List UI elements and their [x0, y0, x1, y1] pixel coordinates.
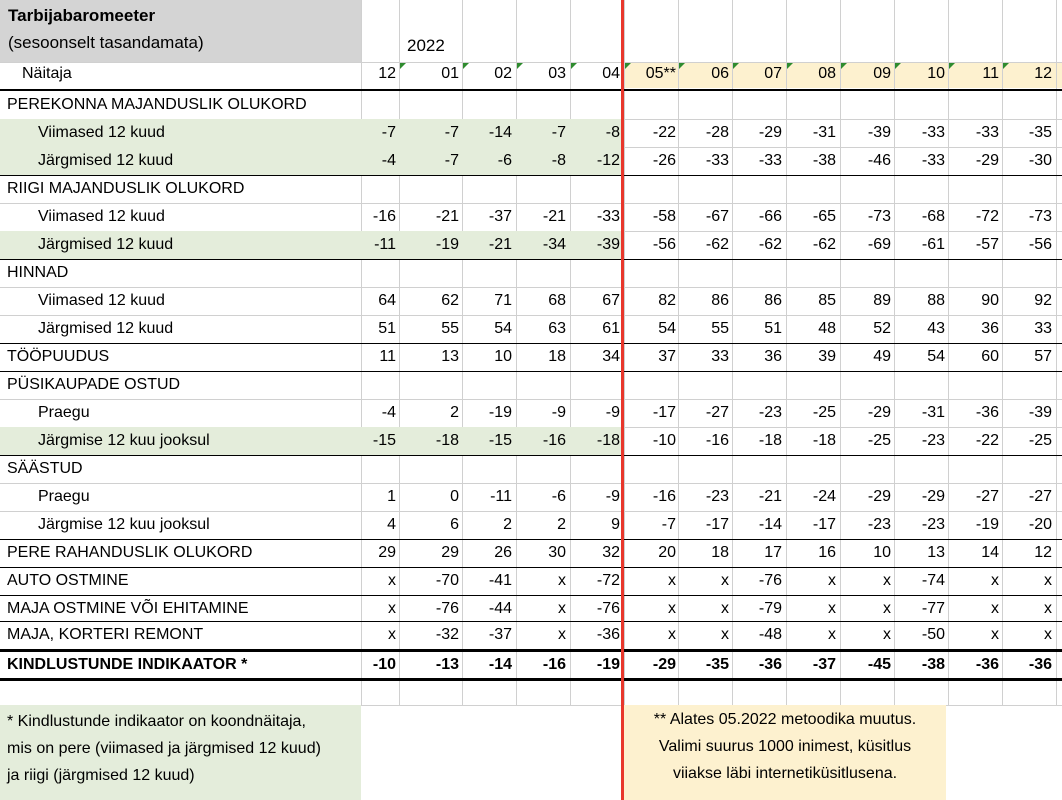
cell-value[interactable]: -77	[921, 600, 945, 617]
cell-value[interactable]: -26	[652, 152, 676, 169]
row-label[interactable]: HINNAD	[7, 264, 69, 281]
month-header[interactable]: 05**	[645, 65, 676, 82]
table-row	[0, 231, 1062, 259]
cell-value[interactable]: 13	[441, 348, 459, 365]
cell-value[interactable]: -27	[705, 404, 729, 421]
cell-value[interactable]: 17	[764, 544, 782, 561]
cell-value[interactable]: 11	[379, 348, 396, 365]
table-row	[0, 119, 1062, 147]
month-header[interactable]: 02	[494, 65, 512, 82]
cell-value[interactable]: -45	[867, 656, 891, 673]
cell-value[interactable]: -65	[812, 208, 836, 225]
cell-value[interactable]: 29	[441, 544, 459, 561]
cell-value[interactable]: -17	[705, 516, 729, 533]
row-label[interactable]: Viimased 12 kuud	[38, 124, 165, 141]
cell-value[interactable]: x	[721, 600, 729, 617]
cell-value[interactable]: -18	[812, 432, 836, 449]
comment-marker-icon	[895, 63, 901, 69]
cell-value[interactable]: 10	[494, 348, 512, 365]
comment-marker-icon	[787, 63, 793, 69]
cell-value[interactable]: 67	[602, 292, 620, 309]
cell-value[interactable]: 54	[927, 348, 945, 365]
cell-value[interactable]: x	[883, 626, 891, 643]
cell-value[interactable]: 33	[711, 348, 729, 365]
cell-value[interactable]: -23	[758, 404, 782, 421]
cell-value[interactable]: 39	[818, 348, 836, 365]
cell-value[interactable]: -27	[1028, 488, 1052, 505]
cell-value[interactable]: 63	[548, 320, 566, 337]
cell-value[interactable]: -9	[605, 488, 620, 505]
cell-value[interactable]: -19	[596, 656, 620, 673]
cell-value[interactable]: 18	[711, 544, 729, 561]
note-left-line: * Kindlustunde indikaator on koondnäitaja,	[7, 713, 306, 730]
cell-value[interactable]: -36	[975, 404, 999, 421]
cell-value[interactable]: -44	[488, 600, 512, 617]
cell-value[interactable]: 71	[494, 292, 512, 309]
cell-value[interactable]: -57	[975, 236, 999, 253]
cell-value[interactable]: -7	[381, 124, 396, 141]
cell-value[interactable]: -29	[867, 488, 891, 505]
table-row	[0, 621, 1062, 651]
cell-value[interactable]: -8	[551, 152, 566, 169]
cell-value[interactable]: 0	[450, 488, 459, 505]
cell-value[interactable]: -29	[758, 124, 782, 141]
table-row	[0, 455, 1062, 483]
cell-value[interactable]: -61	[921, 236, 945, 253]
table-row	[0, 91, 1062, 119]
cell-value[interactable]: -73	[867, 208, 891, 225]
cell-value[interactable]: -7	[661, 516, 676, 533]
note-right-line: viiakse läbi internetiküsitlusena.	[672, 765, 898, 782]
cell-value[interactable]: x	[828, 600, 836, 617]
cell-value[interactable]: 13	[927, 544, 945, 561]
row-label[interactable]: Järgmised 12 kuud	[38, 236, 174, 253]
cell-value[interactable]: 64	[378, 292, 396, 309]
cell-value[interactable]: 92	[1034, 292, 1052, 309]
comment-marker-icon	[400, 63, 406, 69]
cell-value[interactable]: -9	[605, 404, 620, 421]
cell-value[interactable]: 29	[378, 544, 396, 561]
cell-value[interactable]: -16	[652, 488, 676, 505]
month-header[interactable]: 07	[764, 65, 782, 82]
cell-value[interactable]: -66	[758, 208, 782, 225]
cell-value[interactable]: -76	[758, 572, 782, 589]
cell-value[interactable]: -62	[705, 236, 729, 253]
cell-value[interactable]: -28	[705, 124, 729, 141]
cell-value[interactable]: 86	[711, 292, 729, 309]
row-label[interactable]: Järgmised 12 kuud	[38, 152, 174, 169]
month-header[interactable]: 01	[441, 65, 459, 82]
cell-value[interactable]: 54	[658, 320, 676, 337]
cell-value[interactable]: -33	[596, 208, 620, 225]
table-row	[0, 595, 1062, 621]
cell-value[interactable]: x	[558, 600, 566, 617]
comment-marker-icon	[1003, 63, 1009, 69]
cell-value[interactable]: 36	[981, 320, 999, 337]
cell-value[interactable]: 55	[441, 320, 459, 337]
cell-value[interactable]: 86	[764, 292, 782, 309]
cell-value[interactable]: -37	[488, 208, 512, 225]
month-header[interactable]: 11	[982, 65, 999, 82]
cell-value[interactable]: -68	[921, 208, 945, 225]
cell-value[interactable]: 18	[548, 348, 566, 365]
cell-value[interactable]: -12	[596, 152, 620, 169]
cell-value[interactable]: -35	[1028, 124, 1052, 141]
cell-value[interactable]: -36	[1028, 656, 1052, 673]
cell-value[interactable]: 48	[818, 320, 836, 337]
table-row	[0, 287, 1062, 315]
cell-value[interactable]: 6	[450, 516, 459, 533]
note-indicator[interactable]	[0, 705, 361, 800]
cell-value[interactable]: x	[991, 572, 999, 589]
cell-value[interactable]: x	[388, 572, 396, 589]
cell-value[interactable]: -39	[867, 124, 891, 141]
cell-value[interactable]: x	[721, 626, 729, 643]
cell-value[interactable]: -33	[758, 152, 782, 169]
cell-value[interactable]: -31	[921, 404, 945, 421]
row-label[interactable]: AUTO OSTMINE	[7, 572, 129, 589]
cell-value[interactable]: x	[828, 572, 836, 589]
cell-value[interactable]: 2	[557, 516, 566, 533]
cell-value[interactable]: x	[388, 626, 396, 643]
cell-value[interactable]: x	[991, 626, 999, 643]
cell-value[interactable]: 61	[602, 320, 620, 337]
cell-value[interactable]: -50	[921, 626, 945, 643]
indicator-header: Näitaja	[22, 65, 72, 82]
comment-marker-icon	[517, 63, 523, 69]
cell-value[interactable]: 68	[548, 292, 566, 309]
cell-value[interactable]: -30	[1028, 152, 1052, 169]
cell-value[interactable]: -73	[1028, 208, 1052, 225]
cell-value[interactable]: x	[668, 572, 676, 589]
row-label[interactable]: PEREKONNA MAJANDUSLIK OLUKORD	[7, 96, 307, 113]
cell-value[interactable]: x	[558, 626, 566, 643]
cell-value[interactable]: x	[668, 626, 676, 643]
row-label[interactable]: PÜSIKAUPADE OSTUD	[7, 376, 181, 393]
cell-value[interactable]: 89	[873, 292, 891, 309]
cell-value[interactable]: -32	[435, 626, 459, 643]
row-label[interactable]: TÖÖPUUDUS	[7, 348, 110, 365]
cell-value[interactable]: -19	[975, 516, 999, 533]
cell-value[interactable]: 2	[503, 516, 512, 533]
cell-value[interactable]: -21	[435, 208, 459, 225]
row-label[interactable]: KINDLUSTUNDE INDIKAATOR *	[7, 656, 248, 673]
cell-value[interactable]: 90	[981, 292, 999, 309]
cell-value[interactable]: 52	[873, 320, 891, 337]
cell-value[interactable]: -36	[758, 656, 782, 673]
cell-value[interactable]: -33	[975, 124, 999, 141]
month-header[interactable]: 04	[602, 65, 620, 82]
cell-value[interactable]: -11	[374, 236, 396, 253]
cell-value[interactable]: -29	[921, 488, 945, 505]
cell-value[interactable]: -67	[705, 208, 729, 225]
cell-value[interactable]: 34	[602, 348, 620, 365]
year-label: 2022	[407, 36, 445, 55]
cell-value[interactable]: -76	[435, 600, 459, 617]
cell-value[interactable]: -70	[435, 572, 459, 589]
cell-value[interactable]: 43	[927, 320, 945, 337]
cell-value[interactable]: -23	[867, 516, 891, 533]
cell-value[interactable]: -17	[652, 404, 676, 421]
cell-value[interactable]: -18	[758, 432, 782, 449]
cell-value[interactable]: 55	[711, 320, 729, 337]
cell-value[interactable]: -56	[652, 236, 676, 253]
method-change-line	[621, 0, 624, 800]
cell-value[interactable]: 85	[818, 292, 836, 309]
row-gridline	[0, 62, 1062, 63]
cell-value[interactable]: 49	[873, 348, 891, 365]
cell-value[interactable]: -20	[1028, 516, 1052, 533]
cell-value[interactable]: -4	[381, 404, 396, 421]
comment-marker-icon	[949, 63, 955, 69]
cell-value[interactable]: -7	[444, 152, 459, 169]
cell-value[interactable]: 4	[387, 516, 396, 533]
cell-value[interactable]: x	[828, 626, 836, 643]
cell-value[interactable]: x	[558, 572, 566, 589]
cell-value[interactable]: 37	[658, 348, 676, 365]
table-row	[0, 567, 1062, 595]
cell-value[interactable]: 36	[764, 348, 782, 365]
cell-value[interactable]: 20	[658, 544, 676, 561]
cell-value[interactable]: -72	[596, 572, 620, 589]
cell-value[interactable]: -33	[921, 152, 945, 169]
month-header[interactable]: 03	[548, 65, 566, 82]
comment-marker-icon	[841, 63, 847, 69]
cell-value[interactable]: 32	[602, 544, 620, 561]
cell-value[interactable]: 33	[1034, 320, 1052, 337]
cell-value[interactable]: -46	[867, 152, 891, 169]
cell-value[interactable]: -15	[372, 432, 396, 449]
table-row	[0, 315, 1062, 343]
cell-value[interactable]: -39	[1028, 404, 1052, 421]
row-label[interactable]: Järgmise 12 kuu jooksul	[38, 432, 210, 449]
cell-value[interactable]: -74	[921, 572, 945, 589]
row-label[interactable]: Järgmised 12 kuud	[38, 320, 174, 337]
cell-value[interactable]: -8	[605, 124, 620, 141]
table-row	[0, 371, 1062, 399]
row-label[interactable]: SÄÄSTUD	[7, 460, 83, 477]
cell-value[interactable]: 26	[494, 544, 512, 561]
row-label[interactable]: Järgmise 12 kuu jooksul	[38, 516, 210, 533]
note-method[interactable]	[624, 705, 946, 800]
note-right-line: Valimi suurus 1000 inimest, küsitlus	[658, 738, 912, 755]
cell-value[interactable]: -23	[921, 432, 945, 449]
cell-value[interactable]: -6	[551, 488, 566, 505]
note-left-line: mis on pere (viimased ja järgmised 12 kuud)	[7, 740, 321, 757]
cell-value[interactable]: -10	[372, 656, 396, 673]
table-row	[0, 203, 1062, 231]
cell-value[interactable]: -31	[812, 124, 836, 141]
cell-value[interactable]: 82	[658, 292, 676, 309]
cell-value[interactable]: -39	[596, 236, 620, 253]
cell-value[interactable]: x	[668, 600, 676, 617]
table-row	[0, 539, 1062, 567]
cell-value[interactable]: -4	[381, 152, 396, 169]
table-row	[0, 399, 1062, 427]
cell-value[interactable]: -13	[435, 656, 459, 673]
cell-value[interactable]: -56	[1028, 236, 1052, 253]
cell-value[interactable]: -14	[758, 516, 782, 533]
cell-value[interactable]: -21	[488, 236, 512, 253]
cell-value[interactable]: -24	[812, 488, 836, 505]
month-header[interactable]: 12	[378, 65, 396, 82]
cell-value[interactable]: 60	[981, 348, 999, 365]
cell-value[interactable]: x	[1044, 626, 1052, 643]
cell-value[interactable]: 88	[927, 292, 945, 309]
sheet-subtitle: (sesoonselt tasandamata)	[8, 33, 204, 52]
cell-value[interactable]: -76	[596, 600, 620, 617]
cell-value[interactable]: -62	[812, 236, 836, 253]
cell-value[interactable]: -7	[444, 124, 459, 141]
cell-value[interactable]: -21	[758, 488, 782, 505]
cell-value[interactable]: x	[721, 572, 729, 589]
cell-value[interactable]: 62	[441, 292, 459, 309]
table-row	[0, 427, 1062, 455]
comment-marker-icon	[625, 63, 631, 69]
row-label[interactable]: PERE RAHANDUSLIK OLUKORD	[7, 544, 253, 561]
cell-value[interactable]: -23	[705, 488, 729, 505]
cell-value[interactable]: x	[1044, 572, 1052, 589]
cell-value[interactable]: -21	[542, 208, 566, 225]
table-row	[0, 175, 1062, 203]
cell-value[interactable]: 57	[1034, 348, 1052, 365]
cell-value[interactable]: -6	[497, 152, 512, 169]
cell-value[interactable]: x	[1044, 600, 1052, 617]
cell-value[interactable]: -33	[705, 152, 729, 169]
cell-value[interactable]: 30	[548, 544, 566, 561]
cell-value[interactable]: -79	[758, 600, 782, 617]
cell-value[interactable]: -37	[812, 656, 836, 673]
cell-value[interactable]: 12	[1034, 544, 1052, 561]
cell-value[interactable]: -19	[488, 404, 512, 421]
cell-value[interactable]: -11	[490, 488, 512, 505]
note-right-line: ** Alates 05.2022 metoodika muutus.	[653, 711, 917, 728]
sheet-title: Tarbijabaromeeter	[8, 6, 156, 25]
cell-value[interactable]: -9	[551, 404, 566, 421]
cell-value[interactable]: -22	[652, 124, 676, 141]
cell-value[interactable]: -10	[652, 432, 676, 449]
note-left-line: ja riigi (järgmised 12 kuud)	[7, 767, 195, 784]
cell-value[interactable]: 16	[818, 544, 836, 561]
month-header[interactable]: 09	[873, 65, 891, 82]
cell-value[interactable]: -18	[435, 432, 459, 449]
cell-value[interactable]: -22	[975, 432, 999, 449]
cell-value[interactable]: -36	[975, 656, 999, 673]
cell-value[interactable]: -29	[867, 404, 891, 421]
cell-value[interactable]: -58	[652, 208, 676, 225]
cell-value[interactable]: -16	[542, 656, 566, 673]
row-label[interactable]: Viimased 12 kuud	[38, 208, 165, 225]
cell-value[interactable]: -35	[705, 656, 729, 673]
cell-value[interactable]: -15	[488, 432, 512, 449]
cell-value[interactable]: -34	[542, 236, 566, 253]
cell-value[interactable]: -14	[488, 656, 512, 673]
cell-value[interactable]: x	[883, 572, 891, 589]
row-label[interactable]: Viimased 12 kuud	[38, 292, 165, 309]
cell-value[interactable]: 10	[873, 544, 891, 561]
cell-value[interactable]: -25	[1028, 432, 1052, 449]
cell-value[interactable]: -72	[975, 208, 999, 225]
cell-value[interactable]: -14	[488, 124, 512, 141]
table-row	[0, 651, 1062, 679]
row-label[interactable]: MAJA OSTMINE VÕI EHITAMINE	[7, 600, 249, 617]
comment-marker-icon	[571, 63, 577, 69]
row-label[interactable]: RIIGI MAJANDUSLIK OLUKORD	[7, 180, 245, 197]
cell-value[interactable]: -36	[596, 626, 620, 643]
cell-value[interactable]: -16	[542, 432, 566, 449]
month-header[interactable]: 08	[818, 65, 836, 82]
cell-value[interactable]: -19	[435, 236, 459, 253]
cell-value[interactable]: 51	[764, 320, 782, 337]
cell-value[interactable]: x	[883, 600, 891, 617]
cell-value[interactable]: -23	[921, 516, 945, 533]
cell-value[interactable]: -7	[551, 124, 566, 141]
row-label[interactable]: MAJA, KORTERI REMONT	[7, 626, 204, 643]
cell-value[interactable]: -25	[812, 404, 836, 421]
cell-value[interactable]: -16	[705, 432, 729, 449]
comment-marker-icon	[463, 63, 469, 69]
title-cell[interactable]	[0, 0, 361, 62]
table-row	[0, 259, 1062, 287]
cell-value[interactable]: x	[991, 600, 999, 617]
cell-value[interactable]: -33	[921, 124, 945, 141]
cell-value[interactable]: -17	[812, 516, 836, 533]
cell-value[interactable]: -18	[596, 432, 620, 449]
cell-value[interactable]: x	[388, 600, 396, 617]
month-header[interactable]: 10	[927, 65, 945, 82]
cell-value[interactable]: 9	[611, 516, 620, 533]
month-header[interactable]: 06	[711, 65, 729, 82]
cell-value[interactable]: -38	[921, 656, 945, 673]
cell-value[interactable]: -16	[372, 208, 396, 225]
cell-value[interactable]: -38	[812, 152, 836, 169]
table-row	[0, 147, 1062, 175]
comment-marker-icon	[733, 63, 739, 69]
cell-value[interactable]: 54	[494, 320, 512, 337]
cell-value[interactable]: -69	[867, 236, 891, 253]
cell-value[interactable]: 2	[450, 404, 459, 421]
cell-value[interactable]: -62	[758, 236, 782, 253]
month-header[interactable]: 12	[1034, 65, 1052, 82]
cell-value[interactable]: 51	[378, 320, 396, 337]
cell-value[interactable]: -41	[488, 572, 512, 589]
cell-value[interactable]: -25	[867, 432, 891, 449]
cell-value[interactable]: -29	[975, 152, 999, 169]
comment-marker-icon	[679, 63, 685, 69]
row-label[interactable]: Praegu	[38, 404, 90, 421]
table-row	[0, 343, 1062, 371]
cell-value[interactable]: 1	[387, 488, 396, 505]
cell-value[interactable]: 14	[981, 544, 999, 561]
table-row	[0, 511, 1062, 539]
row-label[interactable]: Praegu	[38, 488, 90, 505]
table-row	[0, 483, 1062, 511]
cell-value[interactable]: -37	[488, 626, 512, 643]
cell-value[interactable]: -27	[975, 488, 999, 505]
cell-value[interactable]: -48	[758, 626, 782, 643]
cell-value[interactable]: -29	[652, 656, 676, 673]
